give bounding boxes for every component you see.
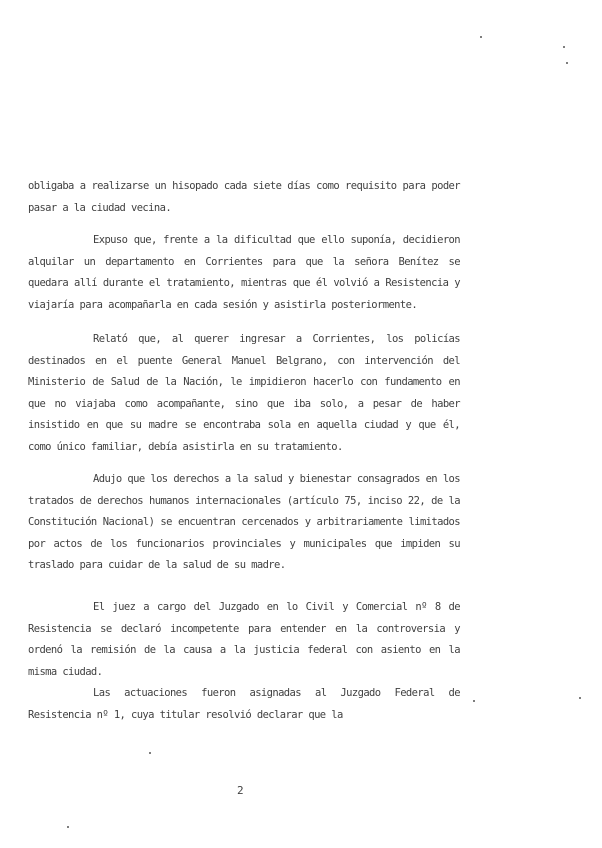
scan-speck (579, 697, 581, 699)
paragraph-4: Adujo que los derechos a la salud y bienestar consagrados en los tratados de derechos humanos internacionales (artículo 75, inciso 22, de la Constitución Nacional) se encuentran cercenados y arbitrariamente limitados por actos de los funcionarios provinciales y municipales que impiden su traslado para cuidar de la salud de su madre. (28, 473, 460, 572)
paragraph-2: Expuso que, frente a la dificultad que ello suponía, decidieron alquilar un departamento en Corrientes para que la señora Benítez se quedara allí durante el tratamiento, mientras que él volvió a Resistencia y viajaría para acompañarla en cada sesión y asistirla posteriormente. (28, 234, 460, 311)
paragraph-3: Relató que, al querer ingresar a Corrientes, los policías destinados en el puente General Manuel Belgrano, con intervención del Ministerio de Salud de la Nación, le impidieron hacerlo con fundamento en que no viajaba como acompañante, sino que iba solo, a pesar de haber insistido en que su madre se encontraba sola en aquella ciudad y que él, como único familiar, debía asistirla en su tratamiento. (28, 333, 460, 453)
scan-speck (566, 62, 568, 64)
scan-speck (149, 752, 151, 754)
scan-speck (480, 36, 482, 38)
paragraph-5: El juez a cargo del Juzgado en lo Civil y Comercial nº 8 de Resistencia se declaró incompetente para entender en la controversia y ordenó la remisión de la causa a la justicia federal con asiento en la misma ciudad. (28, 601, 460, 678)
paragraph-1: obligaba a realizarse un hisopado cada siete días como requisito para poder pasar a la ciudad vecina. (28, 180, 460, 214)
scan-speck (563, 46, 565, 48)
scan-speck (67, 826, 69, 828)
scan-speck (473, 700, 475, 702)
paragraph-6: Las actuaciones fueron asignadas al Juzgado Federal de Resistencia nº 1, cuya titular resolvió declarar que la (28, 687, 460, 721)
page-number: 2 (237, 784, 244, 797)
